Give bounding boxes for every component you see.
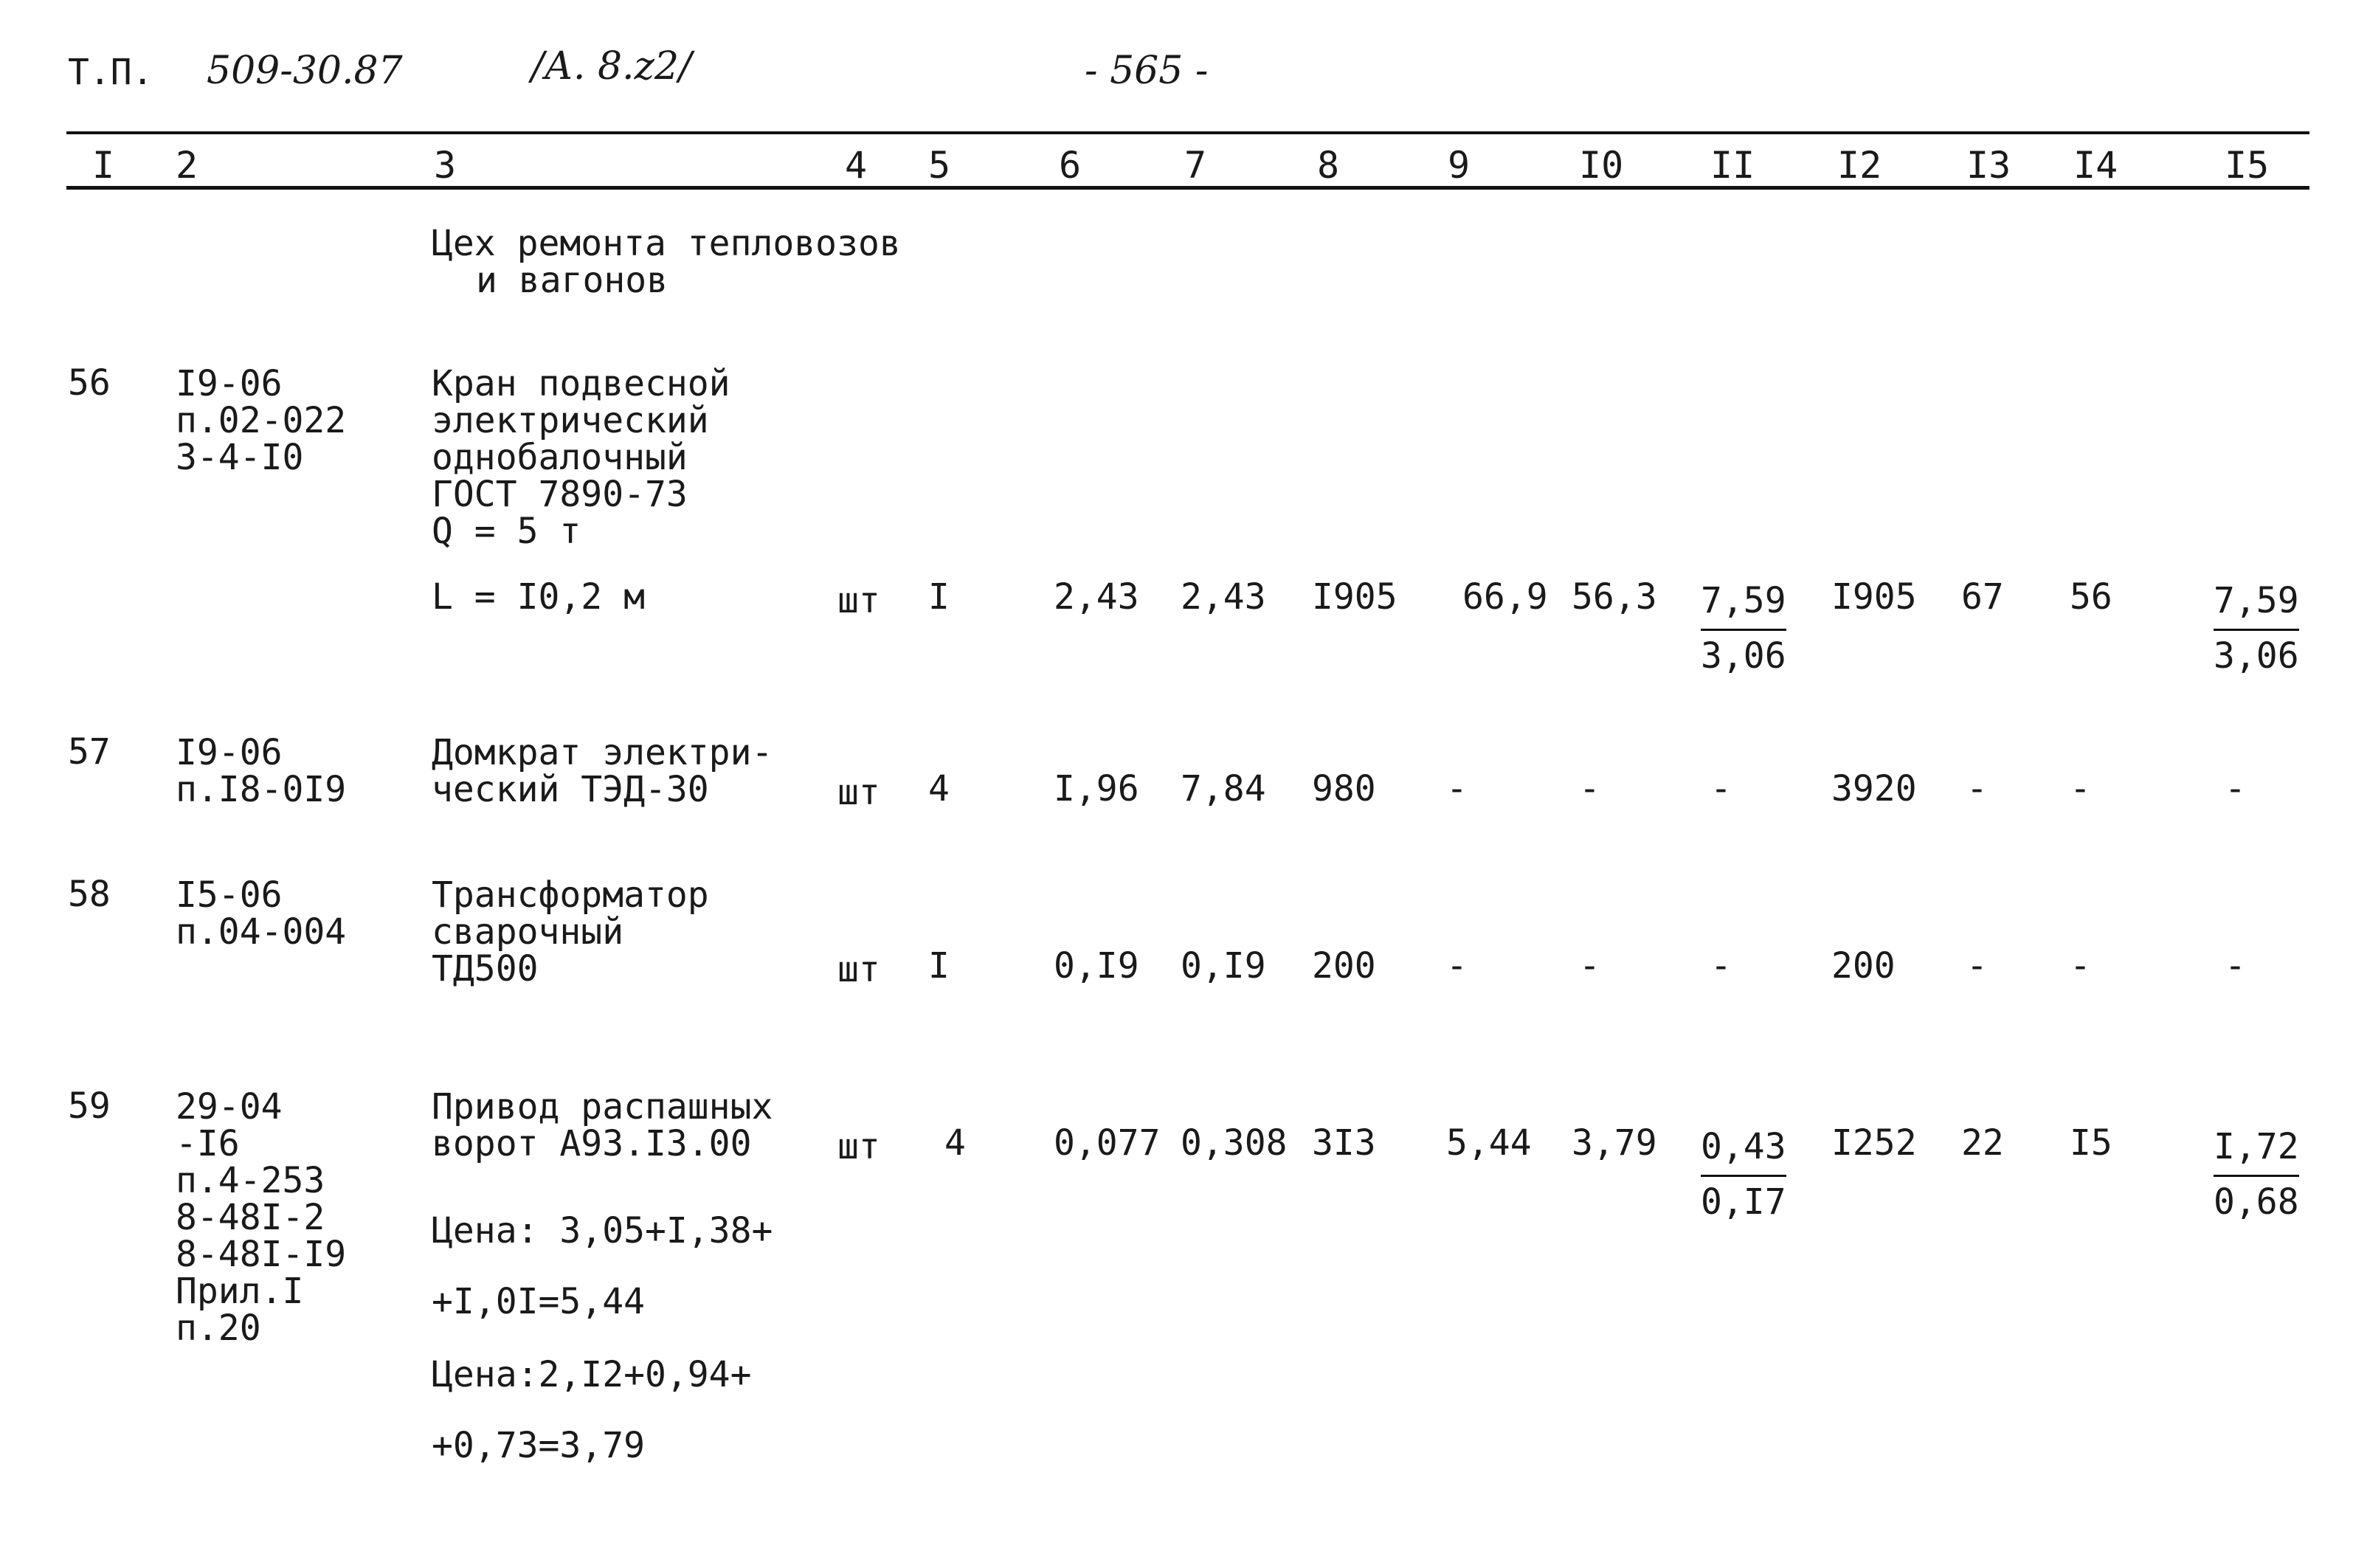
- album-number: /А. 8.z2/: [531, 44, 692, 89]
- price-formula-1: Цена: 3,05+I,38+ +I,0I=5,44: [432, 1210, 773, 1322]
- cell-col7: 2,43: [1181, 576, 1266, 618]
- cell-col7: 0,I9: [1181, 945, 1266, 987]
- cell-col15: -: [2225, 945, 2246, 987]
- column-header-6: 6: [1059, 144, 1082, 187]
- cell-col9: -: [1446, 768, 1468, 809]
- doc-prefix: Т.П.: [68, 52, 153, 93]
- cell-col9: 5,44: [1446, 1122, 1532, 1164]
- quantity-cell: I: [928, 576, 950, 618]
- cell-col13: 22: [1961, 1122, 2004, 1164]
- section-title: Цех ремонта тепловозов и вагонов: [432, 223, 901, 301]
- cell-col8: 3I3: [1312, 1122, 1376, 1164]
- quantity-cell: 4: [928, 768, 950, 809]
- page-number: - 565 -: [1085, 49, 1209, 93]
- header-top-rule: [66, 131, 2309, 134]
- cell-col12: 3920: [1831, 768, 1917, 809]
- quantity-cell: I: [928, 945, 950, 987]
- cell-col12: I905: [1831, 576, 1917, 618]
- cell-col12: I252: [1831, 1122, 1917, 1164]
- row-number: 57: [68, 731, 111, 773]
- fraction-col15: 7,59 3,06: [2214, 576, 2299, 681]
- row-name: Кран подвесной электрический однобалочный ГОСТ 7890-73 Q = 5 т: [432, 363, 730, 552]
- row-name: Привод распашных ворот А93.I3.00: [432, 1086, 773, 1164]
- column-header-7: 7: [1184, 144, 1207, 187]
- cell-col12: 200: [1831, 945, 1896, 987]
- column-header-10: I0: [1579, 144, 1624, 187]
- cell-col6: 0,077: [1054, 1122, 1161, 1164]
- column-header-1: I: [92, 144, 115, 187]
- row-number: 56: [68, 362, 111, 404]
- column-header-13: I3: [1966, 144, 2011, 187]
- column-header-11: II: [1710, 144, 1755, 187]
- column-header-12: I2: [1837, 144, 1882, 187]
- cell-col14: -: [2070, 945, 2091, 987]
- row-code: I9-06 п.I8-0I9: [176, 732, 347, 810]
- cell-col15: -: [2225, 768, 2246, 809]
- unit-cell: шт: [837, 772, 880, 813]
- quantity-cell: 4: [944, 1122, 966, 1164]
- fraction-col11: 0,43 0,I7: [1701, 1122, 1786, 1227]
- cell-col9: -: [1446, 945, 1468, 987]
- cell-col10: 56,3: [1572, 576, 1657, 618]
- row-code: I5-06 п.04-004: [176, 874, 347, 953]
- fraction-col11: 7,59 3,06: [1701, 576, 1786, 681]
- cell-col7: 7,84: [1181, 768, 1266, 809]
- cell-col14: 56: [2070, 576, 2112, 618]
- column-header-3: 3: [434, 144, 457, 187]
- cell-col10: -: [1579, 768, 1600, 809]
- row-code: 29-04 -I6 п.4-253 8-48I-2 8-48I-I9 Прил.I п.20: [176, 1086, 347, 1349]
- unit-cell: шт: [837, 580, 880, 621]
- unit-cell: шт: [837, 949, 880, 990]
- cell-col10: 3,79: [1572, 1122, 1657, 1164]
- cell-col13: -: [1966, 945, 1988, 987]
- column-header-5: 5: [928, 144, 951, 187]
- cell-col9: 66,9: [1462, 576, 1548, 618]
- column-header-14: I4: [2073, 144, 2118, 187]
- cell-col11: -: [1710, 945, 1732, 987]
- cell-col6: I,96: [1054, 768, 1139, 809]
- cell-col7: 0,308: [1181, 1122, 1288, 1164]
- cell-col6: 2,43: [1054, 576, 1139, 618]
- fraction-col15: I,72 0,68: [2214, 1122, 2299, 1227]
- cell-col14: I5: [2070, 1122, 2112, 1164]
- column-header-8: 8: [1317, 144, 1340, 187]
- cell-col8: 980: [1312, 768, 1376, 809]
- cell-col13: -: [1966, 768, 1988, 809]
- row-name: Трансформатор сварочный ТД500: [432, 874, 709, 990]
- cell-col13: 67: [1961, 576, 2004, 618]
- row-code: I9-06 п.02-022 3-4-I0: [176, 363, 347, 478]
- project-number: 509-30.87: [207, 49, 403, 93]
- unit-cell: шт: [837, 1126, 880, 1167]
- column-header-4: 4: [845, 144, 868, 187]
- cell-col10: -: [1579, 945, 1600, 987]
- column-header-9: 9: [1448, 144, 1471, 187]
- row-spec: L = I0,2 м: [432, 576, 645, 618]
- column-header-2: 2: [176, 144, 198, 187]
- row-number: 58: [68, 874, 111, 915]
- price-formula-2: Цена:2,I2+0,94+ +0,73=3,79: [432, 1354, 752, 1466]
- column-header-15: I5: [2225, 144, 2270, 187]
- cell-col8: I905: [1312, 576, 1397, 618]
- cell-col11: -: [1710, 768, 1732, 809]
- cell-col6: 0,I9: [1054, 945, 1139, 987]
- cell-col8: 200: [1312, 945, 1376, 987]
- cell-col14: -: [2070, 768, 2091, 809]
- row-number: 59: [68, 1085, 111, 1127]
- row-name: Домкрат электри- ческий ТЭД-30: [432, 732, 773, 810]
